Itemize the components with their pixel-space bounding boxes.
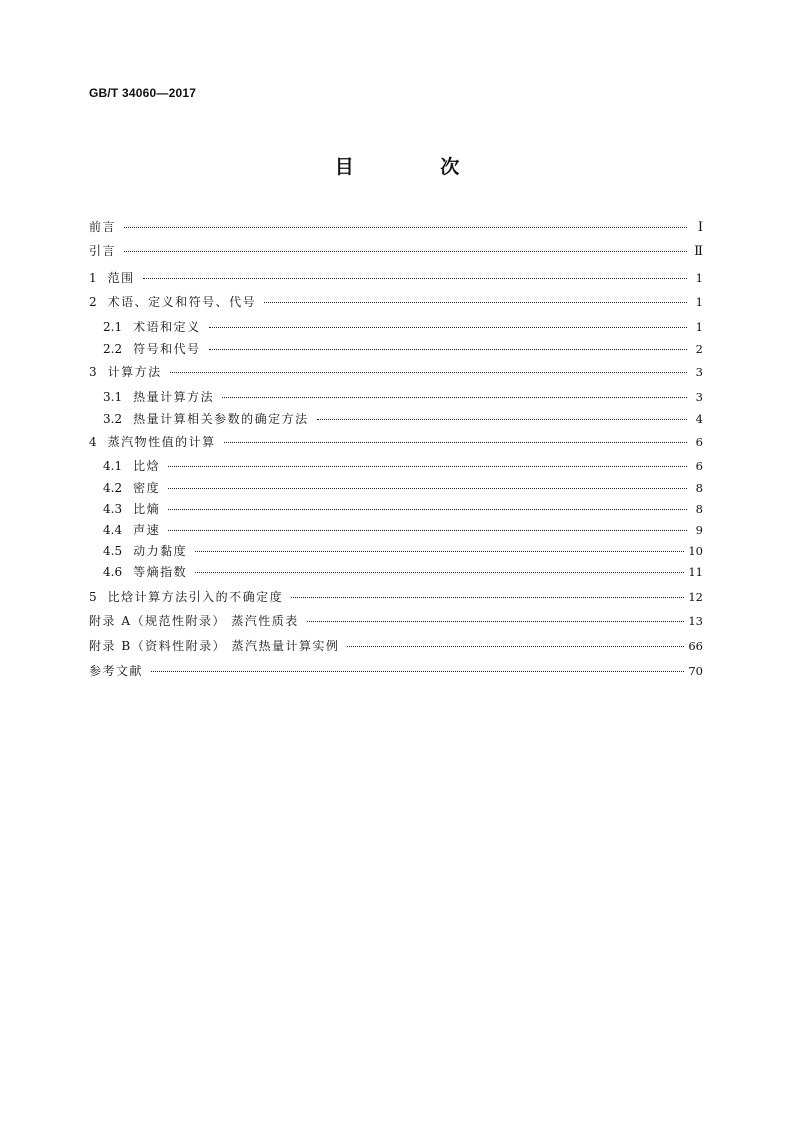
- toc-entry-number: 4: [89, 435, 97, 449]
- toc-entry-number: 5: [89, 590, 97, 604]
- toc-leader-dots: [209, 317, 687, 331]
- toc-entry-page: 6: [695, 435, 703, 449]
- toc-entry-label: 引言: [89, 244, 117, 258]
- toc-leader-dots: [170, 362, 687, 376]
- toc-entry-number: 3.2: [103, 412, 123, 426]
- toc-entry-label: 附录 B（资料性附录） 蒸汽热量计算实例: [89, 639, 340, 653]
- page-title: 目 次: [334, 156, 500, 178]
- toc-entry[interactable]: [89, 217, 703, 235]
- toc-entry[interactable]: [89, 268, 703, 285]
- toc-entry-number: 4.2: [103, 481, 123, 495]
- toc-entry-label: 计算方法: [107, 365, 162, 379]
- toc-entry-page: 1: [695, 295, 703, 309]
- toc-entry-page: 3: [695, 365, 703, 379]
- toc-leader-dots: [151, 661, 684, 675]
- toc-entry-page: 1: [695, 320, 703, 334]
- toc-entry[interactable]: [89, 520, 703, 537]
- toc-entry[interactable]: [89, 339, 703, 356]
- toc-entry[interactable]: [89, 562, 703, 579]
- toc-entry-number: 4.4: [103, 523, 123, 537]
- toc-entry[interactable]: [89, 292, 703, 309]
- toc-entry[interactable]: [89, 478, 703, 495]
- toc-entry-number: 2: [89, 295, 97, 309]
- toc-leader-dots: [195, 541, 684, 555]
- toc-entry-page: 11: [688, 565, 703, 579]
- toc-entry-label: 声速: [133, 523, 161, 537]
- toc-leader-dots: [168, 478, 687, 492]
- toc-entry-label: 动力黏度: [133, 544, 188, 558]
- toc-entry-label: 比熵: [133, 502, 161, 516]
- toc-entry-label: 附录 A（规范性附录） 蒸汽性质表: [89, 614, 299, 628]
- toc-entry[interactable]: [89, 541, 703, 558]
- toc-entry-label: 参考文献: [89, 664, 144, 678]
- toc-entry[interactable]: [89, 456, 703, 473]
- toc-entry-number: 2.2: [103, 342, 123, 356]
- toc-entry[interactable]: [89, 362, 703, 379]
- toc-entry[interactable]: [89, 432, 703, 449]
- toc-entry-page: 13: [688, 614, 703, 628]
- toc-entry-number: 1: [89, 271, 97, 285]
- toc-leader-dots: [264, 292, 687, 306]
- toc-entry-page: 10: [688, 544, 703, 558]
- toc-entry[interactable]: [89, 409, 703, 426]
- toc-leader-dots: [222, 387, 687, 401]
- toc-entry-page: 9: [695, 523, 703, 537]
- toc-leader-dots: [317, 409, 687, 423]
- toc-leader-dots: [347, 636, 684, 650]
- toc-entry-label: 蒸汽物性值的计算: [107, 435, 216, 449]
- toc-entry-label: 热量计算相关参数的确定方法: [133, 412, 309, 426]
- toc-leader-dots: [224, 432, 687, 446]
- toc-entry[interactable]: [89, 661, 703, 678]
- toc-leader-dots: [143, 268, 687, 282]
- toc-entry-label: 术语、定义和符号、代号: [107, 295, 257, 309]
- toc-entry-page: 4: [695, 412, 703, 426]
- toc-entry-number: 4.1: [103, 459, 123, 473]
- toc-leader-dots: [307, 611, 685, 625]
- toc-entry[interactable]: [89, 587, 703, 604]
- toc-leader-dots: [124, 217, 687, 231]
- toc-entry-page: 8: [695, 502, 703, 516]
- toc-entry[interactable]: [89, 636, 703, 653]
- toc-leader-dots: [291, 587, 684, 601]
- toc-entry-label: 比焓计算方法引入的不确定度: [107, 590, 284, 604]
- toc-entry-label: 符号和代号: [133, 342, 201, 356]
- toc-entry-number: 3.1: [103, 390, 123, 404]
- toc-entry-label: 前言: [89, 220, 117, 234]
- toc-leader-dots: [195, 562, 684, 576]
- toc-entry-label: 范围: [107, 271, 135, 285]
- toc-entry-page: Ⅱ: [694, 244, 703, 259]
- toc-leader-dots: [168, 520, 687, 534]
- toc-entry-page: 1: [695, 271, 703, 285]
- toc-entry-page: 12: [688, 590, 703, 604]
- toc-entry-number: 4.6: [103, 565, 123, 579]
- toc-leader-dots: [168, 499, 687, 513]
- toc-entry-page: 3: [695, 390, 703, 404]
- toc-entry-page: 2: [695, 342, 703, 356]
- toc-leader-dots: [209, 339, 687, 353]
- toc-leader-dots: [124, 241, 687, 255]
- toc-entry-label: 术语和定义: [133, 320, 201, 334]
- toc-entry[interactable]: [89, 611, 703, 628]
- toc-entry[interactable]: [89, 499, 703, 516]
- toc-entry[interactable]: [89, 241, 703, 259]
- standard-number: GB/T 34060—2017: [89, 86, 197, 100]
- toc-entry-page: 8: [695, 481, 703, 495]
- toc-entry-label: 比焓: [133, 459, 161, 473]
- toc-entry-number: 4.5: [103, 544, 123, 558]
- toc-entry-number: 4.3: [103, 502, 123, 516]
- toc-entry-label: 热量计算方法: [133, 390, 215, 404]
- toc-entry-page: Ⅰ: [697, 220, 703, 235]
- toc-entry-number: 2.1: [103, 320, 123, 334]
- toc-entry-label: 等熵指数: [133, 565, 188, 579]
- toc-entry-page: 70: [688, 664, 703, 678]
- toc-entry[interactable]: [89, 317, 703, 334]
- toc-entry-page: 6: [695, 459, 703, 473]
- toc-entry-label: 密度: [133, 481, 161, 495]
- toc-entry[interactable]: [89, 387, 703, 404]
- toc-leader-dots: [168, 456, 687, 470]
- toc-entry-number: 3: [89, 365, 97, 379]
- toc-entry-page: 66: [688, 639, 703, 653]
